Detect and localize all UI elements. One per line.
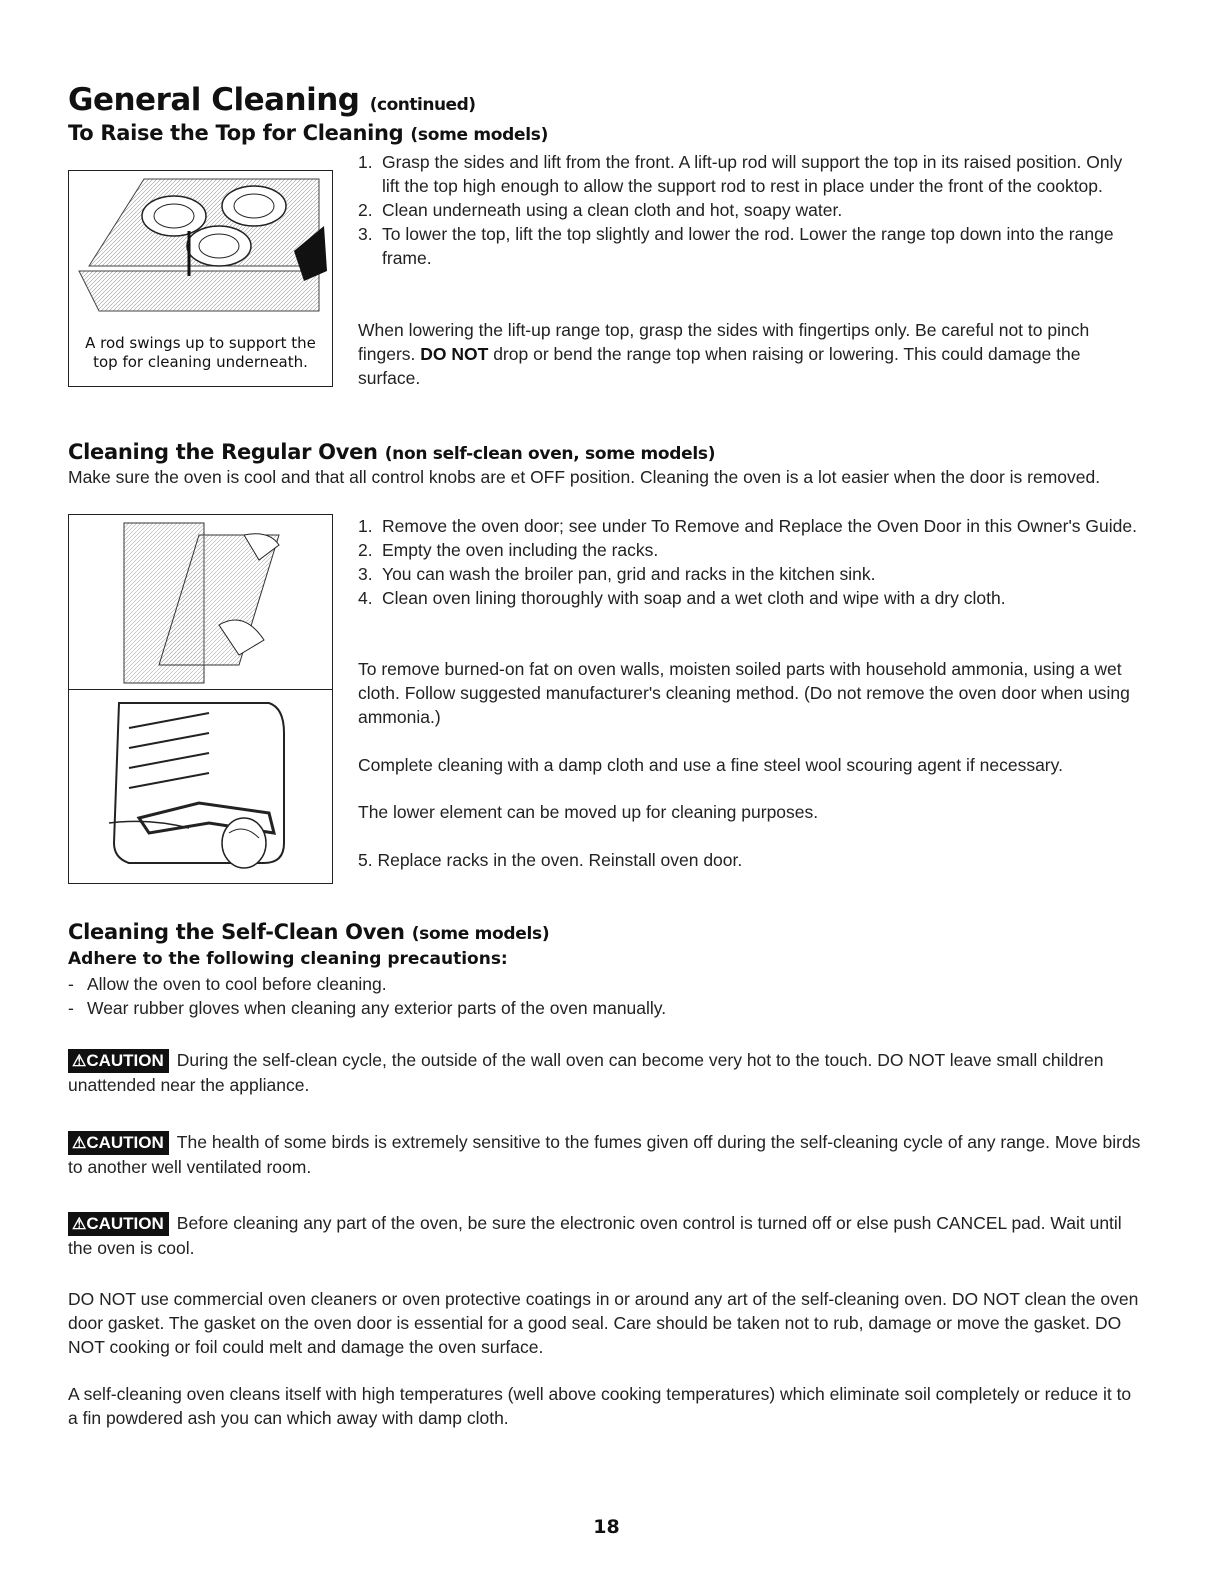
section-heading-regular-oven — [68, 440, 715, 464]
figure-oven-cleaning — [68, 514, 333, 884]
raised-cooktop-illustration — [69, 171, 331, 316]
caution-block-3: ⚠CAUTION Before cleaning any part of the oven, be sure the electronic oven control is turned off or else push CANCEL pad. Wait until the oven is cool. — [68, 1213, 1122, 1258]
heading-text: Cleaning the Self-Clean Oven — [68, 920, 405, 944]
precautions-subheading: Adhere to the following cleaning precautions: — [68, 949, 508, 969]
page-title-sub: (continued) — [369, 95, 476, 115]
selfclean-para-temperatures: A self-cleaning oven cleans itself with high temperatures (well above cooking temperatures) which eliminate soil completely or reduce it to a fin powdered ash you can which away with damp cloth. — [68, 1384, 1132, 1428]
warning-triangle-icon: ⚠ — [72, 1216, 87, 1233]
list-item: - Allow the oven to cool before cleaning. — [68, 974, 387, 994]
list-item: 3. To lower the top, lift the top slightly and lower the rod. Lower the range top down into the range frame. — [358, 224, 1114, 268]
raise-note: When lowering the lift-up range top, grasp the sides with fingertips only. Be careful not to pinch fingers. DO NOT drop or bend the range top when raising or lowering. This could damage the surface. — [358, 320, 1090, 388]
list-item: 2. Clean underneath using a clean cloth and hot, soapy water. — [358, 200, 843, 220]
oven-interior-illustration — [69, 693, 331, 883]
list-item: - Wear rubber gloves when cleaning any exterior parts of the oven manually. — [68, 998, 667, 1018]
figure-divider — [69, 689, 332, 690]
heading-text: To Raise the Top for Cleaning — [68, 121, 404, 145]
warning-triangle-icon: ⚠ — [72, 1135, 87, 1152]
heading-sub: (non self-clean oven, some models) — [384, 444, 716, 464]
regular-oven-intro: Make sure the oven is cool and that all control knobs are et OFF position. Cleaning the oven is a lot easier when the door is removed. — [68, 467, 1101, 487]
list-item: 3. You can wash the broiler pan, grid and racks in the kitchen sink. — [358, 564, 876, 584]
oven-door-illustration — [69, 515, 331, 690]
page-title — [68, 82, 476, 118]
heading-sub: (some models) — [411, 924, 550, 944]
regular-step-5: 5. Replace racks in the oven. Reinstall oven door. — [358, 850, 743, 870]
page-title-main: General Cleaning — [68, 82, 360, 118]
caution-badge: ⚠CAUTION — [68, 1049, 169, 1073]
regular-para-complete: Complete cleaning with a damp cloth and use a fine steel wool scouring agent if necessary. — [358, 755, 1063, 775]
caution-block-1: ⚠CAUTION During the self-clean cycle, the outside of the wall oven can become very hot to the touch. DO NOT leave small children unattended near the appliance. — [68, 1050, 1104, 1095]
warning-triangle-icon: ⚠ — [72, 1053, 87, 1070]
precautions-list — [68, 972, 1142, 1020]
section-heading-raise-top — [68, 121, 548, 145]
regular-para-ammonia: To remove burned-on fat on oven walls, moisten soiled parts with household ammonia, using a wet cloth. Follow suggested manufacturer's cleaning method. (Do not remove the oven door when using ammonia.) — [358, 659, 1130, 727]
section-heading-self-clean — [68, 920, 549, 944]
caution-badge: ⚠CAUTION — [68, 1131, 169, 1155]
figure-raised-cooktop — [68, 170, 333, 387]
regular-para-element: The lower element can be moved up for cleaning purposes. — [358, 802, 819, 822]
heading-sub: (some models) — [410, 125, 549, 145]
list-item: 1. Remove the oven door; see under To Remove and Replace the Oven Door in this Owner's Guide. — [358, 516, 1137, 536]
heading-text: Cleaning the Regular Oven — [68, 440, 378, 464]
raise-steps-list — [358, 150, 1143, 270]
selfclean-para-cleaners: DO NOT use commercial oven cleaners or oven protective coatings in or around any art of the self-cleaning oven. DO NOT clean the oven door gasket. The gasket on the oven door is essential for a good seal. Care should be taken not to rub, damage or move the gasket. DO NOT cooking or foil could melt and damage the oven surface. — [68, 1289, 1139, 1357]
regular-steps-list — [358, 514, 1143, 610]
caution-badge: ⚠CAUTION — [68, 1212, 169, 1236]
list-item: 1. Grasp the sides and lift from the front. A lift-up rod will support the top in its raised position. Only lift the top high enough to allow the support rod to rest in place under the front of the cooktop. — [358, 152, 1123, 196]
page-number: 18 — [593, 1516, 620, 1538]
list-item: 2. Empty the oven including the racks. — [358, 540, 659, 560]
figure-caption: A rod swings up to support the top for cleaning underneath. — [85, 334, 316, 371]
caution-block-2: ⚠CAUTION The health of some birds is extremely sensitive to the fumes given off during the self-cleaning cycle of any range. Move birds to another well ventilated room. — [68, 1132, 1141, 1177]
list-item: 4. Clean oven lining thoroughly with soap and a wet cloth and wipe with a dry cloth. — [358, 588, 1006, 608]
